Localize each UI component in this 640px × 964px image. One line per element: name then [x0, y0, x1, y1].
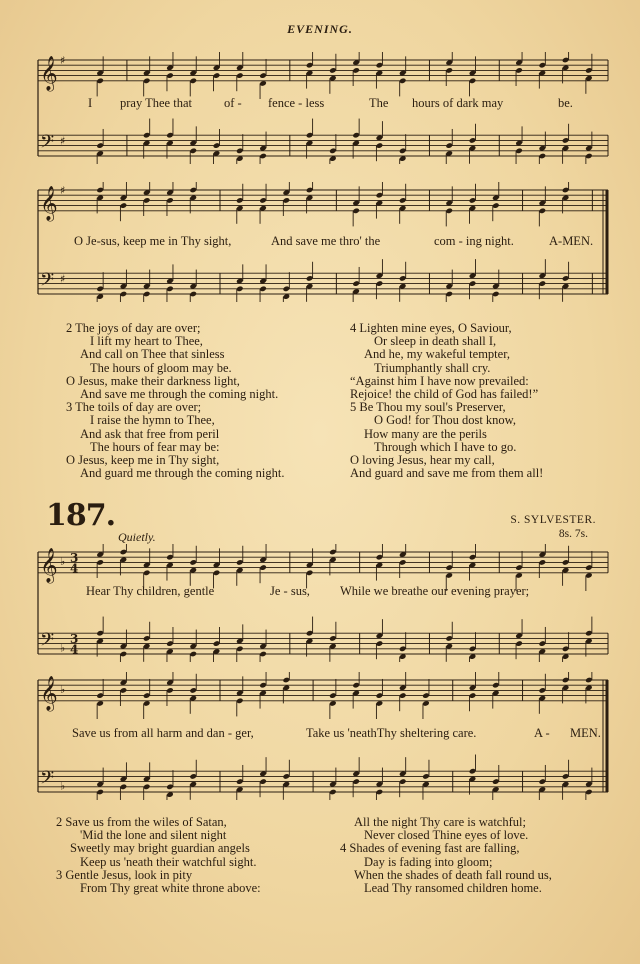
verse-line: And he, my wakeful tempter,	[364, 347, 510, 362]
lyric-syllable: Save us from all harm and dan - ger,	[72, 726, 254, 740]
verse-line: When the shades of death fall round us,	[354, 867, 552, 882]
verse-line: And call on Thee that sinless	[80, 347, 225, 362]
verse-line: And guard me through the coming night.	[80, 466, 285, 481]
verse-line: I lift my heart to Thee,	[90, 334, 203, 349]
lyric-syllable: O Je-sus, keep me in Thy sight,	[74, 234, 232, 248]
verse-line: And guard and save me from them all!	[350, 466, 544, 481]
lyric-syllable: Hear Thy children, gentle	[86, 584, 215, 598]
svg-text:♯: ♯	[60, 184, 66, 198]
hymn187-verses-right	[340, 816, 552, 895]
svg-text:♭: ♭	[60, 555, 66, 568]
verse-line: 'Mid the lone and silent night	[80, 828, 227, 843]
lyric-syllable: be.	[558, 96, 573, 110]
lyric-syllable: I	[88, 96, 93, 110]
svg-text:𝄢: 𝄢	[40, 131, 55, 157]
verse-line: Never closed Thine eyes of love.	[364, 828, 529, 843]
lyric-syllable: of -	[224, 96, 242, 110]
lyric-syllable: Take us 'neathThy sheltering care.	[306, 726, 477, 740]
verse-line: O Jesus, keep me in Thy sight,	[66, 453, 220, 468]
hymn186-system-1	[36, 52, 610, 164]
svg-text:♭: ♭	[60, 641, 66, 655]
lyric-syllable: A -	[534, 726, 550, 740]
verse-line: And ask that free from peril	[80, 426, 220, 441]
svg-text:𝄢: 𝄢	[40, 629, 55, 655]
verse-line: O God! for Thou dost know,	[374, 413, 517, 428]
verse-line: “Against him I have now prevailed:	[350, 373, 529, 388]
composer: S. SYLVESTER.	[510, 514, 596, 526]
verse-line: From Thy great white throne above:	[80, 881, 261, 896]
svg-text:𝄞: 𝄞	[40, 55, 58, 91]
verse-line: O Jesus, make their darkness light,	[66, 373, 240, 388]
hymn187-system-1	[36, 544, 610, 662]
svg-text:𝄢: 𝄢	[40, 767, 55, 793]
verse-line: Sweetly may bright guardian angels	[70, 841, 250, 856]
svg-text:4: 4	[70, 642, 79, 657]
svg-text:♯: ♯	[60, 134, 66, 148]
svg-text:♯: ♯	[60, 272, 66, 286]
verse-line: The hours of gloom may be.	[90, 360, 232, 375]
hymn187-system-2	[36, 672, 610, 800]
lyric-syllable: While we breathe our evening prayer;	[340, 584, 530, 598]
hymn186-system-2	[36, 182, 610, 302]
tempo-marking: Quietly.	[118, 530, 156, 544]
lyric-syllable: com - ing night.	[434, 234, 514, 248]
verse-line: O loving Jesus, hear my call,	[350, 453, 495, 468]
verse-line: And save me through the coming night.	[80, 387, 279, 402]
svg-text:♯: ♯	[60, 54, 66, 68]
lyric-syllable: Je - sus,	[270, 584, 310, 598]
meter: 8s. 7s.	[558, 528, 588, 540]
verse-line: Day is fading into gloom;	[364, 854, 493, 869]
lyric-syllable: pray Thee that	[120, 96, 192, 110]
hymn-number: 187.	[46, 498, 116, 533]
svg-text:𝄢: 𝄢	[40, 269, 55, 295]
hymn186-verses-left	[66, 322, 284, 480]
verse-line: How many are the perils	[364, 426, 487, 441]
verse-line: 2 The joys of day are over;	[66, 321, 201, 335]
hymn187-verses-left	[56, 816, 261, 895]
svg-text:3: 3	[70, 632, 79, 647]
svg-text:3: 3	[70, 550, 79, 565]
svg-text:♭: ♭	[60, 683, 66, 696]
verse-line: I raise the hymn to Thee,	[90, 413, 215, 428]
lyric-syllable: hours of dark may	[412, 96, 504, 110]
running-head: EVENING.	[287, 22, 353, 36]
verse-line: The hours of fear may be:	[90, 439, 220, 454]
lyric-syllable: fence - less	[268, 96, 325, 110]
verse-line: Rejoice! the child of God has failed!”	[350, 387, 539, 402]
verse-line: Through which I have to go.	[374, 439, 517, 454]
verse-line: 4 Shades of evening fast are falling,	[340, 841, 520, 856]
verse-line: Keep us 'neath their watchful sight.	[80, 854, 257, 869]
svg-text:4: 4	[70, 561, 79, 576]
lyric-syllable: The	[369, 96, 389, 110]
verse-line: Triumphantly shall cry.	[374, 360, 491, 375]
verse-line: 5 Be Thou my soul's Preserver,	[350, 400, 506, 415]
hymn186-verses-right	[350, 322, 543, 480]
verse-line: 2 Save us from the wiles of Satan,	[56, 815, 227, 829]
svg-text:𝄞: 𝄞	[40, 547, 58, 583]
verse-line: 3 The toils of day are over;	[66, 400, 202, 415]
svg-text:𝄞: 𝄞	[40, 675, 58, 711]
lyric-syllable: And save me thro' the	[271, 234, 381, 248]
verse-line: 3 Gentle Jesus, look in pity	[56, 867, 193, 882]
svg-text:♭: ♭	[60, 779, 66, 793]
verse-line: All the night Thy care is watchful;	[354, 815, 526, 829]
verse-line: Lead Thy ransomed children home.	[364, 881, 542, 896]
lyric-syllable: A-MEN.	[549, 234, 594, 248]
verse-line: Or sleep in death shall I,	[374, 334, 497, 349]
lyric-syllable: MEN.	[570, 726, 601, 740]
svg-text:𝄞: 𝄞	[40, 185, 58, 221]
grand-staff	[36, 544, 610, 662]
verse-line: 4 Lighten mine eyes, O Saviour,	[350, 321, 512, 335]
